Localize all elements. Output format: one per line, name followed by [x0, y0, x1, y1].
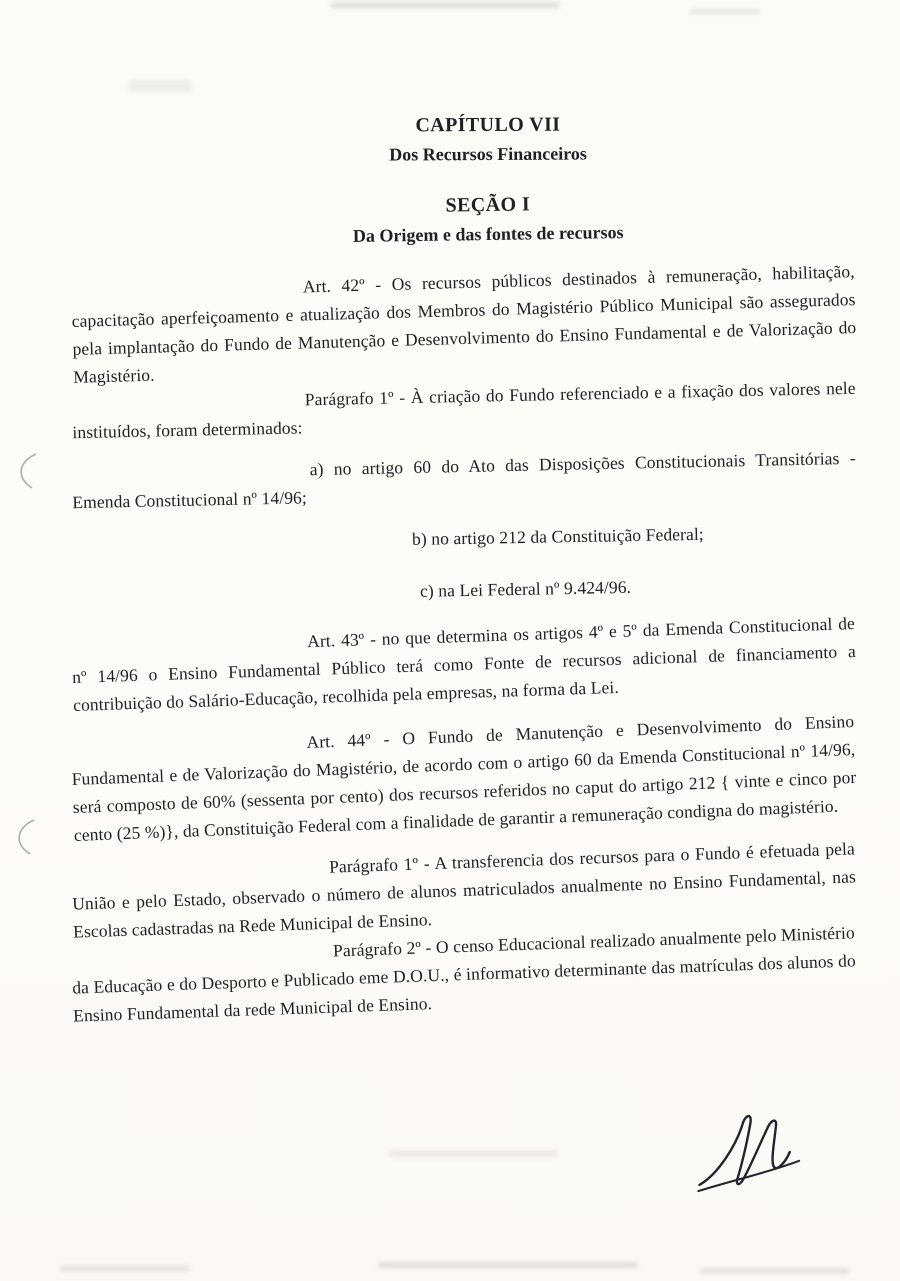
scan-smudge [60, 1266, 190, 1271]
handwritten-signature [682, 1104, 811, 1209]
scan-smudge [700, 1268, 850, 1274]
signature-stroke [682, 1104, 811, 1204]
section-subtitle: Da Origem e das fontes de recursos [352, 222, 624, 246]
chapter-title: CAPÍTULO VII [415, 113, 561, 137]
document-content [71, 112, 857, 1026]
scan-smudge [330, 2, 560, 8]
paragraph-art-43: Art. 43º - no que determina os artigos 4º e 5º da Emenda Constitucional de nº 14/96 o Ensino Fundamental Público terá como Fonte de recursos adicional de financiamento a contribuição do Salário-Educação, recolhida pela empresas, na forma da Lei. [71, 613, 857, 715]
list-item-b: b) no artigo 212 da Constituição Federal; [411, 523, 704, 549]
list-item-c: c) na Lei Federal nº 9.424/96. [419, 576, 632, 601]
scan-smudge [388, 1150, 558, 1157]
chapter-heading [120, 110, 856, 168]
paragraph-art-44-par-1: Parágrafo 1º - A transferencia dos recursos para o Fundo é efetuada pela União e pelo Estado, observado o número de alunos matriculados anualmente no Ensino Fundamental, nas Escolas cadastradas na Rede Municipal de Ensino. [71, 838, 857, 942]
paragraph-art-42: Art. 42º - Os recursos públicos destinados à remuneração, habilitação, capacitação aperfeiçoamento e atualização dos Membros do Magistério Público Municipal são assegurados pela implantação do Fundo de Manutenção e Desenvolvimento do Ensino Fundamental e de Valorização do Magistério. [71, 261, 857, 387]
paragraph-art-44-par-2: Parágrafo 2º - O censo Educacional realizado anualmente pelo Ministério da Educação e do Desporto e Publicado eme D.O.U., é informativo determinante das matrículas dos alunos do Ensino Fundamental da rede Municipal de Ensino. [71, 922, 857, 1026]
section-title: SEÇÃO I [445, 193, 531, 217]
scan-smudge [690, 9, 760, 14]
scan-smudge [378, 1262, 638, 1268]
chapter-subtitle: Dos Recursos Financeiros [389, 143, 587, 165]
margin-mark [8, 816, 38, 856]
paragraph-art-44: Art. 44º - O Fundo de Manutenção e Desenvolvimento do Ensino Fundamental e de Valorização do Magistério, de acordo com o artigo 60 da Emenda Constitucional nº 14/96, será composto de 60% (sessenta por cento) dos recursos referidos no caput do artigo 212 { vinte e cinco por cento (25 %)}, da Constituição Federal com a finalidade de garantir a remuneração condigna do magistério. [71, 710, 857, 846]
section-heading [120, 187, 857, 251]
scan-smudge [128, 80, 192, 92]
margin-mark [12, 452, 42, 492]
paragraph-art-42-par-1: Parágrafo 1º - À criação do Fundo referenciado e a fixação dos valores nele instituídos, foram determinados: [72, 377, 856, 443]
list-item-a: a) no artigo 60 do Ato das Disposições Constitucionais Transitórias - Emenda Constitucional nº 14/96; [72, 447, 856, 513]
